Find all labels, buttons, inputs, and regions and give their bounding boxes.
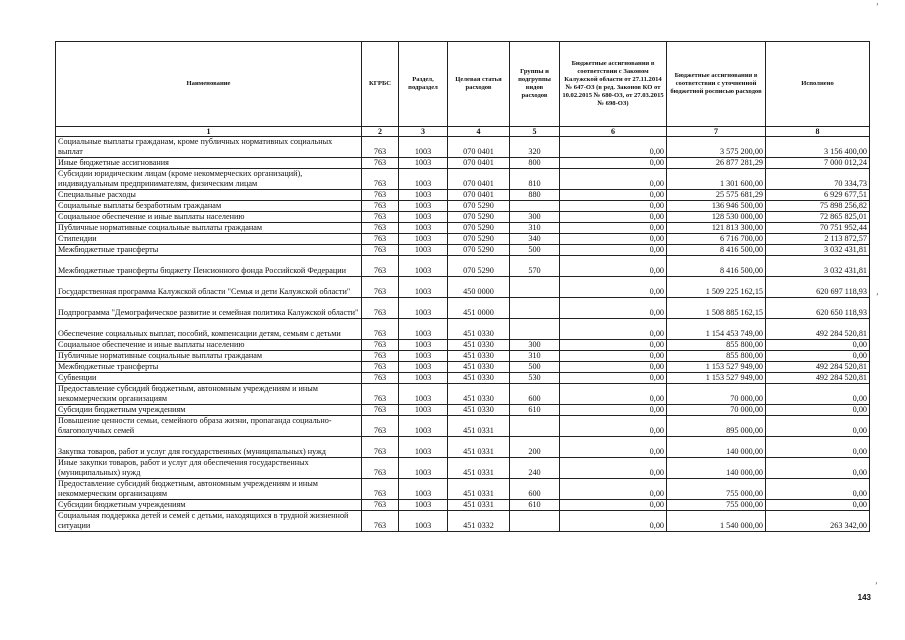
row-kgrbs: 763: [362, 500, 399, 511]
row-law: 0,00: [560, 201, 667, 212]
table-row: [56, 373, 870, 384]
row-group: 570: [510, 256, 560, 277]
row-group: 800: [510, 158, 560, 169]
header-law: Бюджетные ассигнования в соответствии с Законом Калужской области от 27.11.2014 № 647-ОЗ (в ред. Законов КО от 10.02.2015 № 680-ОЗ, от 27.03.2015 № 698-ОЗ): [560, 42, 667, 127]
table-row: [56, 201, 870, 212]
table-row: [56, 458, 870, 479]
row-refined: 855 800,00: [667, 351, 766, 362]
table-row: [56, 223, 870, 234]
row-kgrbs: 763: [362, 212, 399, 223]
row-done: 492 284 520,81: [766, 362, 870, 373]
row-refined: 3 575 200,00: [667, 137, 766, 158]
row-done: 620 650 118,93: [766, 298, 870, 319]
row-refined: 6 716 700,00: [667, 234, 766, 245]
row-group: 310: [510, 223, 560, 234]
row-done: 0,00: [766, 340, 870, 351]
row-kgrbs: 763: [362, 437, 399, 458]
row-target: 451 0330: [448, 351, 510, 362]
row-name: Государственная программа Калужской области "Семья и дети Калужской области": [56, 277, 362, 298]
row-law: 0,00: [560, 245, 667, 256]
row-kgrbs: 763: [362, 201, 399, 212]
row-section: 1003: [399, 373, 448, 384]
row-kgrbs: 763: [362, 158, 399, 169]
row-section: 1003: [399, 212, 448, 223]
row-law: 0,00: [560, 234, 667, 245]
row-done: 3 156 400,00: [766, 137, 870, 158]
row-group: 300: [510, 340, 560, 351]
row-group: 530: [510, 373, 560, 384]
row-name: Субвенции: [56, 373, 362, 384]
scan-mark: ׳: [876, 4, 879, 11]
row-law: 0,00: [560, 479, 667, 500]
row-section: 1003: [399, 277, 448, 298]
row-law: 0,00: [560, 319, 667, 340]
table-row: [56, 351, 870, 362]
row-target: 070 5290: [448, 201, 510, 212]
row-refined: 1 301 600,00: [667, 169, 766, 190]
row-target: 450 0000: [448, 277, 510, 298]
row-target: 451 0330: [448, 373, 510, 384]
row-group: 500: [510, 362, 560, 373]
row-section: 1003: [399, 298, 448, 319]
table-row: [56, 234, 870, 245]
row-section: 1003: [399, 137, 448, 158]
row-group: 240: [510, 458, 560, 479]
scan-mark: ׳: [876, 294, 879, 301]
row-name: Публичные нормативные социальные выплаты гражданам: [56, 223, 362, 234]
row-section: 1003: [399, 223, 448, 234]
row-kgrbs: 763: [362, 351, 399, 362]
row-target: 451 0332: [448, 511, 510, 532]
row-kgrbs: 763: [362, 405, 399, 416]
row-group: 810: [510, 169, 560, 190]
row-done: 3 032 431,81: [766, 256, 870, 277]
header-done: Исполнено: [766, 42, 870, 127]
row-done: 75 898 256,82: [766, 201, 870, 212]
row-kgrbs: 763: [362, 277, 399, 298]
row-kgrbs: 763: [362, 362, 399, 373]
row-done: 70 334,73: [766, 169, 870, 190]
row-refined: 1 153 527 949,00: [667, 362, 766, 373]
column-number-row: [56, 127, 870, 137]
col-num-2: 2: [362, 127, 399, 137]
row-target: 070 5290: [448, 223, 510, 234]
row-law: 0,00: [560, 212, 667, 223]
header-refined: Бюджетные ассигнования в соответствии с уточненной бюджетной росписью расходов: [667, 42, 766, 127]
row-kgrbs: 763: [362, 511, 399, 532]
row-section: 1003: [399, 384, 448, 405]
row-law: 0,00: [560, 511, 667, 532]
row-target: 070 0401: [448, 169, 510, 190]
row-refined: 70 000,00: [667, 384, 766, 405]
col-num-7: 7: [667, 127, 766, 137]
row-refined: 1 508 885 162,15: [667, 298, 766, 319]
row-law: 0,00: [560, 256, 667, 277]
row-name: Повышение ценности семьи, семейного образа жизни, пропаганда социально-благополучных семей: [56, 416, 362, 437]
row-section: 1003: [399, 351, 448, 362]
row-name: Субсидии юридическим лицам (кроме некоммерческих организаций), индивидуальным предпринимателям, физическим лицам: [56, 169, 362, 190]
table-row: [56, 256, 870, 277]
row-refined: 1 509 225 162,15: [667, 277, 766, 298]
row-section: 1003: [399, 256, 448, 277]
row-target: 451 0331: [448, 479, 510, 500]
row-group: 500: [510, 245, 560, 256]
row-name: Стипендии: [56, 234, 362, 245]
row-refined: 755 000,00: [667, 500, 766, 511]
row-done: 0,00: [766, 479, 870, 500]
header-kgrbs: КГРБС: [362, 42, 399, 127]
row-law: 0,00: [560, 137, 667, 158]
row-group: [510, 511, 560, 532]
table-row: [56, 511, 870, 532]
row-target: 070 0401: [448, 190, 510, 201]
table-row: [56, 500, 870, 511]
row-kgrbs: 763: [362, 416, 399, 437]
row-section: 1003: [399, 405, 448, 416]
header-name: Наименование: [56, 42, 362, 127]
row-kgrbs: 763: [362, 340, 399, 351]
row-law: 0,00: [560, 458, 667, 479]
row-section: 1003: [399, 500, 448, 511]
row-section: 1003: [399, 234, 448, 245]
row-done: 0,00: [766, 437, 870, 458]
row-done: 3 032 431,81: [766, 245, 870, 256]
row-law: 0,00: [560, 416, 667, 437]
row-target: 451 0330: [448, 319, 510, 340]
row-law: 0,00: [560, 384, 667, 405]
row-target: 451 0331: [448, 500, 510, 511]
row-kgrbs: 763: [362, 234, 399, 245]
row-kgrbs: 763: [362, 479, 399, 500]
table-row: [56, 319, 870, 340]
row-group: 310: [510, 351, 560, 362]
row-section: 1003: [399, 340, 448, 351]
row-target: 070 0401: [448, 137, 510, 158]
row-group: 880: [510, 190, 560, 201]
row-name: Иные закупки товаров, работ и услуг для обеспечения государственных (муниципальных) нужд: [56, 458, 362, 479]
row-kgrbs: 763: [362, 319, 399, 340]
row-section: 1003: [399, 511, 448, 532]
row-law: 0,00: [560, 405, 667, 416]
row-section: 1003: [399, 169, 448, 190]
table-row: [56, 340, 870, 351]
row-section: 1003: [399, 479, 448, 500]
row-group: 300: [510, 212, 560, 223]
table-row: [56, 277, 870, 298]
table-row: [56, 362, 870, 373]
row-target: 451 0331: [448, 416, 510, 437]
row-done: 620 697 118,93: [766, 277, 870, 298]
row-kgrbs: 763: [362, 384, 399, 405]
row-name: Специальные расходы: [56, 190, 362, 201]
row-kgrbs: 763: [362, 245, 399, 256]
row-kgrbs: 763: [362, 298, 399, 319]
row-law: 0,00: [560, 362, 667, 373]
row-law: 0,00: [560, 298, 667, 319]
row-name: Социальное обеспечение и иные выплаты населению: [56, 340, 362, 351]
row-section: 1003: [399, 201, 448, 212]
row-target: 070 5290: [448, 245, 510, 256]
row-name: Обеспечение социальных выплат, пособий, компенсации детям, семьям с детьми: [56, 319, 362, 340]
row-refined: 855 800,00: [667, 340, 766, 351]
row-refined: 121 813 300,00: [667, 223, 766, 234]
row-group: 600: [510, 384, 560, 405]
row-name: Субсидии бюджетным учреждениям: [56, 500, 362, 511]
row-target: 451 0331: [448, 458, 510, 479]
row-done: 0,00: [766, 405, 870, 416]
row-target: 451 0331: [448, 437, 510, 458]
row-name: Социальные выплаты безработным гражданам: [56, 201, 362, 212]
row-group: [510, 277, 560, 298]
col-num-8: 8: [766, 127, 870, 137]
row-refined: 895 000,00: [667, 416, 766, 437]
row-group: [510, 298, 560, 319]
row-law: 0,00: [560, 158, 667, 169]
table-row: [56, 137, 870, 158]
row-refined: 1 153 527 949,00: [667, 373, 766, 384]
row-law: 0,00: [560, 190, 667, 201]
table-body: [56, 137, 870, 532]
table-row: [56, 190, 870, 201]
row-law: 0,00: [560, 500, 667, 511]
row-section: 1003: [399, 190, 448, 201]
row-name: Социальное обеспечение и иные выплаты населению: [56, 212, 362, 223]
row-kgrbs: 763: [362, 256, 399, 277]
header-row: [56, 42, 870, 127]
row-section: 1003: [399, 319, 448, 340]
header-section: Раздел, подраздел: [399, 42, 448, 127]
row-kgrbs: 763: [362, 169, 399, 190]
row-refined: 25 575 681,29: [667, 190, 766, 201]
row-section: 1003: [399, 416, 448, 437]
row-refined: 8 416 500,00: [667, 256, 766, 277]
col-num-5: 5: [510, 127, 560, 137]
row-group: [510, 416, 560, 437]
scan-mark: ׳: [875, 583, 878, 590]
row-done: 6 929 677,51: [766, 190, 870, 201]
table-row: [56, 384, 870, 405]
row-done: 263 342,00: [766, 511, 870, 532]
row-target: 070 5290: [448, 212, 510, 223]
row-name: Межбюджетные трансферты бюджету Пенсионного фонда Российской Федерации: [56, 256, 362, 277]
row-refined: 136 946 500,00: [667, 201, 766, 212]
row-done: 0,00: [766, 500, 870, 511]
row-refined: 1 540 000,00: [667, 511, 766, 532]
table-row: [56, 245, 870, 256]
table-row: [56, 416, 870, 437]
row-group: 600: [510, 479, 560, 500]
row-done: 2 113 872,57: [766, 234, 870, 245]
row-name: Предоставление субсидий бюджетным, автономным учреждениям и иным некоммерческим организациям: [56, 479, 362, 500]
row-name: Публичные нормативные социальные выплаты гражданам: [56, 351, 362, 362]
row-target: 451 0330: [448, 340, 510, 351]
table-row: [56, 405, 870, 416]
row-law: 0,00: [560, 277, 667, 298]
row-name: Субсидии бюджетным учреждениям: [56, 405, 362, 416]
row-group: 200: [510, 437, 560, 458]
row-target: 070 5290: [448, 234, 510, 245]
page-number: 143: [857, 593, 871, 602]
row-law: 0,00: [560, 351, 667, 362]
table-row: [56, 298, 870, 319]
header-groups: Группы и подгруппы видов расходов: [510, 42, 560, 127]
row-name: Межбюджетные трансферты: [56, 245, 362, 256]
table-row: [56, 437, 870, 458]
row-done: 70 751 952,44: [766, 223, 870, 234]
row-refined: 140 000,00: [667, 437, 766, 458]
row-section: 1003: [399, 458, 448, 479]
table-row: [56, 212, 870, 223]
row-law: 0,00: [560, 223, 667, 234]
row-group: 320: [510, 137, 560, 158]
row-law: 0,00: [560, 169, 667, 190]
table-row: [56, 169, 870, 190]
row-group: 610: [510, 500, 560, 511]
row-refined: 70 000,00: [667, 405, 766, 416]
col-num-3: 3: [399, 127, 448, 137]
row-refined: 128 530 000,00: [667, 212, 766, 223]
col-num-6: 6: [560, 127, 667, 137]
col-num-4: 4: [448, 127, 510, 137]
row-done: 72 865 825,01: [766, 212, 870, 223]
row-done: 7 000 012,24: [766, 158, 870, 169]
row-section: 1003: [399, 437, 448, 458]
row-target: 070 0401: [448, 158, 510, 169]
row-name: Иные бюджетные ассигнования: [56, 158, 362, 169]
row-refined: 1 154 453 749,00: [667, 319, 766, 340]
row-target: 451 0330: [448, 384, 510, 405]
row-group: 340: [510, 234, 560, 245]
row-kgrbs: 763: [362, 137, 399, 158]
row-kgrbs: 763: [362, 190, 399, 201]
header-target: Целевая статья расходов: [448, 42, 510, 127]
row-target: 451 0330: [448, 405, 510, 416]
row-target: 070 5290: [448, 256, 510, 277]
row-kgrbs: 763: [362, 223, 399, 234]
row-target: 451 0000: [448, 298, 510, 319]
row-name: Предоставление субсидий бюджетным, автономным учреждениям и иным некоммерческим организациям: [56, 384, 362, 405]
row-done: 0,00: [766, 458, 870, 479]
row-name: Закупка товаров, работ и услуг для государственных (муниципальных) нужд: [56, 437, 362, 458]
row-done: 0,00: [766, 416, 870, 437]
row-kgrbs: 763: [362, 458, 399, 479]
row-target: 451 0330: [448, 362, 510, 373]
row-refined: 140 000,00: [667, 458, 766, 479]
row-done: 0,00: [766, 351, 870, 362]
row-law: 0,00: [560, 373, 667, 384]
row-name: Социальная поддержка детей и семей с детьми, находящихся в трудной жизненной ситуации: [56, 511, 362, 532]
row-done: 492 284 520,81: [766, 373, 870, 384]
row-refined: 8 416 500,00: [667, 245, 766, 256]
table-row: [56, 158, 870, 169]
budget-table: [55, 41, 870, 532]
row-done: 0,00: [766, 384, 870, 405]
col-num-1: 1: [56, 127, 362, 137]
row-section: 1003: [399, 362, 448, 373]
row-group: [510, 201, 560, 212]
row-group: 610: [510, 405, 560, 416]
row-name: Социальные выплаты гражданам, кроме публичных нормативных социальных выплат: [56, 137, 362, 158]
row-name: Межбюджетные трансферты: [56, 362, 362, 373]
row-section: 1003: [399, 245, 448, 256]
row-section: 1003: [399, 158, 448, 169]
row-kgrbs: 763: [362, 373, 399, 384]
row-group: [510, 319, 560, 340]
row-law: 0,00: [560, 437, 667, 458]
row-name: Подпрограмма "Демографическое развитие и семейная политика Калужской области": [56, 298, 362, 319]
row-done: 492 284 520,81: [766, 319, 870, 340]
row-refined: 755 000,00: [667, 479, 766, 500]
row-refined: 26 877 281,29: [667, 158, 766, 169]
table-row: [56, 479, 870, 500]
row-law: 0,00: [560, 340, 667, 351]
